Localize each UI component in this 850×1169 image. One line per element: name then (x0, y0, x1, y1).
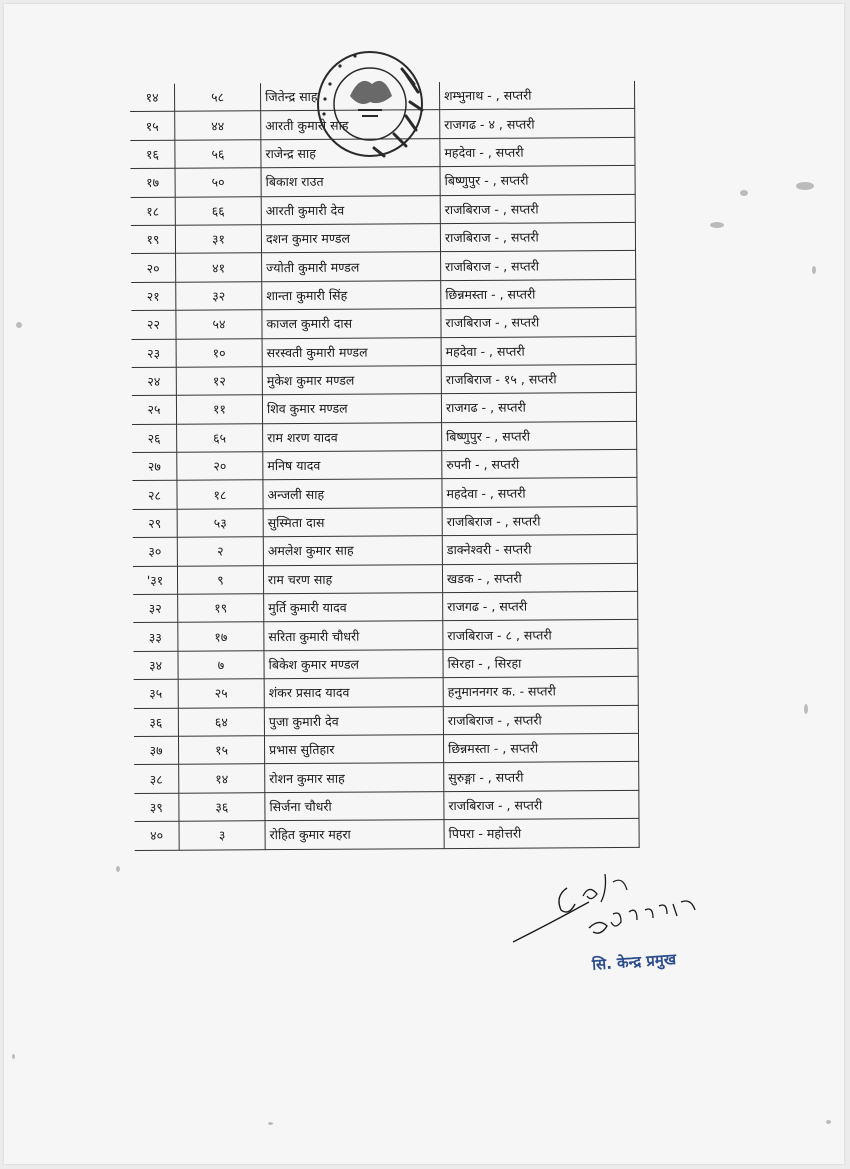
roll-number-cell: ३१ (175, 225, 261, 254)
trainee-name-cell: बिकेश कुमार मण्डल (264, 649, 443, 678)
table-row (132, 478, 637, 509)
trainee-name-cell: जितेन्द्र साह (260, 82, 439, 111)
roll-number-cell: ४४ (175, 111, 261, 140)
trainee-name-cell: सरिता कुमारी चौधरी (264, 621, 443, 650)
serial-number-cell: ३८ (134, 765, 179, 794)
trainee-name-cell: सरस्वती कुमारी मण्डल (262, 337, 441, 366)
address-cell: रुपनी - , सप्तरी (442, 449, 637, 479)
address-cell: छिन्नमस्ता - , सप्तरी (443, 733, 638, 763)
roll-number-cell: २० (177, 452, 263, 481)
serial-number-cell: ३० (133, 537, 178, 566)
table-row (132, 336, 637, 367)
address-cell: राजगढ - , सप्तरी (443, 591, 638, 621)
trainee-name-cell: मुर्ति कुमारी यादव (264, 593, 443, 622)
address-cell: राजबिराज - , सप्तरी (442, 506, 637, 536)
trainee-name-cell: प्रभास सुतिहार (264, 735, 443, 764)
roll-number-cell: ५८ (174, 83, 260, 111)
roll-number-cell: ९ (177, 565, 263, 594)
table-row (133, 506, 638, 537)
roll-number-cell: ३६ (179, 792, 265, 821)
trainee-name-cell: आरती कुमारी साह (261, 110, 440, 139)
signatory-title: सि. केन्द्र प्रमुख (591, 950, 677, 974)
table-row (132, 393, 637, 424)
table-row (134, 790, 639, 821)
address-cell: राजबिराज - , सप्तरी (441, 251, 636, 281)
serial-number-cell: १९ (131, 225, 176, 254)
address-cell: राजबिराज - , सप्तरी (444, 790, 639, 820)
serial-number-cell: '३१ (133, 566, 178, 595)
table-row (131, 308, 636, 339)
table-row (134, 733, 639, 764)
trainee-table-body (130, 81, 639, 850)
trainee-name-cell: ज्योती कुमारी मण्डल (262, 252, 441, 281)
serial-number-cell: २४ (132, 367, 177, 396)
trainee-name-cell: मनिष यादव (263, 451, 442, 480)
trainee-name-cell: शान्ता कुमारी सिंह (262, 280, 441, 309)
serial-number-cell: २५ (132, 396, 177, 425)
trainee-name-cell: काजल कुमारी दास (262, 309, 441, 338)
handwritten-signature (509, 866, 719, 956)
roll-number-cell: १२ (176, 367, 262, 396)
address-cell: खडक - , सप्तरी (442, 563, 637, 593)
serial-number-cell: २१ (131, 282, 176, 311)
trainee-table (130, 81, 640, 851)
address-cell: राजबिराज - , सप्तरी (440, 194, 635, 224)
roll-number-cell: २ (177, 537, 263, 566)
trainee-name-cell: राम चरण साह (263, 564, 442, 593)
office-seal-stamp (310, 44, 430, 164)
table-row (133, 591, 638, 622)
address-cell: महदेवा - , सप्तरी (442, 478, 637, 508)
roll-number-cell: १५ (178, 736, 264, 765)
table-row (131, 166, 636, 197)
serial-number-cell: २७ (132, 452, 177, 481)
roll-number-cell: ३२ (176, 281, 262, 310)
roll-number-cell: ६६ (175, 196, 261, 225)
trainee-name-cell: अमलेश कुमार साह (263, 536, 442, 565)
serial-number-cell: २८ (132, 481, 177, 510)
serial-number-cell: १८ (131, 197, 176, 226)
table-row (134, 762, 639, 793)
roll-number-cell: ६४ (178, 707, 264, 736)
roll-number-cell: १७ (178, 622, 264, 651)
address-cell: राजगढ - , सप्तरी (441, 393, 636, 423)
address-cell: महदेवा - , सप्तरी (441, 336, 636, 366)
trainee-table-wrap (130, 81, 640, 851)
table-row (135, 819, 640, 850)
serial-number-cell: १४ (130, 84, 175, 112)
trainee-name-cell: मुकेश कुमार मण्डल (262, 366, 441, 395)
address-cell: राजबिराज - , सप्तरी (440, 222, 635, 252)
table-row (134, 705, 639, 736)
roll-number-cell: १९ (178, 594, 264, 623)
address-cell: राजगढ - ४ , सप्तरी (440, 109, 635, 139)
roll-number-cell: १८ (177, 480, 263, 509)
roll-number-cell: १४ (179, 764, 265, 793)
serial-number-cell: २९ (133, 509, 178, 538)
serial-number-cell: ३५ (134, 679, 179, 708)
serial-number-cell: २० (131, 254, 176, 283)
table-row (132, 421, 637, 452)
table-row (133, 563, 638, 594)
roll-number-cell: ५३ (177, 509, 263, 538)
roll-number-cell: ५० (175, 168, 261, 197)
roll-number-cell: ५४ (176, 310, 262, 339)
trainee-name-cell: दशन कुमार मण्डल (261, 224, 440, 253)
serial-number-cell: १६ (130, 140, 175, 169)
trainee-name-cell: सुस्मिता दास (263, 507, 442, 536)
trainee-name-cell: रोहित कुमार महरा (265, 820, 444, 849)
serial-number-cell: ३४ (133, 651, 178, 680)
address-cell: महदेवा - , सप्तरी (440, 137, 635, 167)
trainee-name-cell: राम शरण यादव (263, 422, 442, 451)
serial-number-cell: ३६ (134, 708, 179, 737)
trainee-name-cell: सिर्जना चौधरी (265, 791, 444, 820)
table-row (133, 620, 638, 651)
serial-number-cell: ४० (135, 821, 180, 850)
table-row (131, 251, 636, 282)
trainee-name-cell: अन्जली साह (263, 479, 442, 508)
table-row (131, 279, 636, 310)
address-cell: सुरुङ्गा - , सप्तरी (444, 762, 639, 792)
roll-number-cell: ३ (179, 821, 265, 850)
table-row (132, 449, 637, 480)
address-cell: बिष्णुपुर - , सप्तरी (442, 421, 637, 451)
table-row (133, 648, 638, 679)
serial-number-cell: ३७ (134, 736, 179, 765)
address-cell: राजबिराज - ८ , सप्तरी (443, 620, 638, 650)
address-cell: बिष्णुपुर - , सप्तरी (440, 166, 635, 196)
roll-number-cell: १० (176, 338, 262, 367)
roll-number-cell: ११ (176, 395, 262, 424)
serial-number-cell: २६ (132, 424, 177, 453)
roll-number-cell: २५ (178, 679, 264, 708)
address-cell: राजबिराज - १५ , सप्तरी (441, 364, 636, 394)
roll-number-cell: ५६ (175, 139, 261, 168)
table-row (131, 194, 636, 225)
trainee-name-cell: रोशन कुमार साह (265, 763, 444, 792)
serial-number-cell: ३९ (134, 793, 179, 822)
trainee-name-cell: शंकर प्रसाद यादव (264, 678, 443, 707)
serial-number-cell: २२ (131, 310, 176, 339)
document-page (4, 4, 844, 1164)
trainee-name-cell: शिव कुमार मण्डल (262, 394, 441, 423)
roll-number-cell: ६५ (177, 423, 263, 452)
address-cell: पिपरा - महोत्तरी (444, 819, 639, 849)
address-cell: राजबिराज - , सप्तरी (443, 705, 638, 735)
roll-number-cell: ७ (178, 651, 264, 680)
address-cell: राजबिराज - , सप्तरी (441, 308, 636, 338)
serial-number-cell: १५ (130, 112, 175, 141)
address-cell: शम्भुनाथ - , सप्तरी (439, 81, 634, 110)
trainee-name-cell: आरती कुमारी देव (261, 195, 440, 224)
table-row (133, 535, 638, 566)
address-cell: डाक्नेश्वरी - सप्तरी (442, 535, 637, 565)
serial-number-cell: १७ (131, 168, 176, 197)
table-row (131, 222, 636, 253)
trainee-name-cell: बिकाश राउत (261, 167, 440, 196)
address-cell: हनुमाननगर क. - सप्तरी (443, 677, 638, 707)
table-row (134, 677, 639, 708)
serial-number-cell: ३२ (133, 594, 178, 623)
serial-number-cell: २३ (132, 339, 177, 368)
table-row (132, 364, 637, 395)
address-cell: छिन्नमस्ता - , सप्तरी (441, 279, 636, 309)
trainee-name-cell: पुजा कुमारी देव (264, 706, 443, 735)
trainee-name-cell: राजेन्द्र साह (261, 138, 440, 167)
serial-number-cell: ३३ (133, 623, 178, 652)
address-cell: सिरहा - , सिरहा (443, 648, 638, 678)
roll-number-cell: ४१ (176, 253, 262, 282)
